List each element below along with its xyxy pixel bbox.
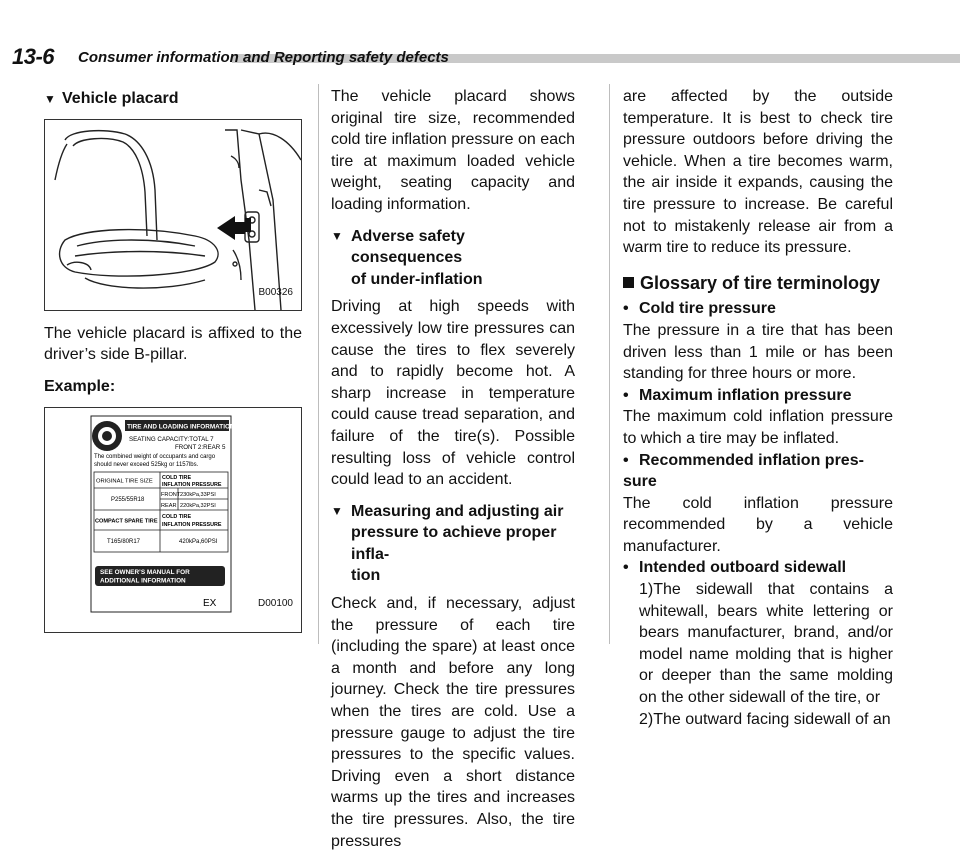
column-divider-2	[609, 84, 610, 644]
placard-figure	[44, 407, 302, 633]
svg-text:COLD TIRE: COLD TIRE	[162, 475, 192, 482]
ex-label: EX	[203, 598, 217, 610]
svg-text:INFLATION PRESSURE: INFLATION PRESSURE	[162, 522, 222, 529]
def-cold-tire-pressure: The pressure in a tire that has been driven less than 1 mile or has been standing for three hours or more.	[623, 321, 893, 383]
square-bullet-icon	[623, 277, 634, 288]
spare-label: COMPACT SPARE TIRE	[95, 518, 158, 525]
temperature-text: are affected by the outside temperature. It is best to check tire pressure outdoors before driving the vehicle. When a tire becomes warm, the air inside it expands, causing the tire pressure to increase. Be careful not to mistakenly release air from a warm tire to reduce its pressure.	[623, 88, 893, 257]
column-1	[44, 84, 302, 633]
tire-icon	[92, 421, 122, 451]
svg-text:REAR: REAR	[161, 503, 177, 510]
svg-text:COLD TIRE: COLD TIRE	[162, 514, 192, 521]
original-tire-size-label: ORIGINAL TIRE SIZE	[96, 478, 153, 485]
see-manual-line-2: ADDITIONAL INFORMATION	[100, 577, 186, 585]
figure1-code: B00326	[258, 287, 293, 298]
triangle-bullet-icon: ▼	[331, 503, 343, 518]
spare-pressure-value: 420kPa,60PSI	[179, 539, 218, 546]
b-pillar-figure	[44, 119, 302, 311]
figure2-code: D00100	[257, 597, 293, 609]
rear-pressure-value: 220kPa,32PSI	[180, 503, 216, 510]
svg-text:INFLATION PRESSURE: INFLATION PRESSURE	[162, 482, 222, 489]
seating-line-2: FRONT 2:REAR 5	[175, 444, 226, 452]
measuring-heading: ▼ Measuring and adjusting air pressure to achieve proper infla- tion	[331, 501, 575, 587]
vehicle-placard-heading: ▼ Vehicle placard	[44, 88, 302, 111]
term-maximum-inflation-pressure: • Maximum inflation pressure	[623, 385, 893, 407]
term-cold-tire-pressure: • Cold tire pressure	[623, 298, 893, 320]
svg-text:FRONT: FRONT	[161, 492, 181, 499]
seating-line-1: SEATING CAPACITY:TOTAL 7	[129, 436, 214, 444]
bullet-icon: •	[623, 300, 629, 318]
tire-size-value: P255/55R18	[111, 497, 145, 504]
triangle-bullet-icon: ▼	[44, 92, 56, 106]
section-title: Consumer information and Reporting safety defects	[78, 49, 449, 66]
def-maximum-inflation-pressure: The maximum cold inflation pressure to which a tire may be inflated.	[623, 408, 893, 447]
weight-line-1: The combined weight of occupants and cargo	[94, 454, 216, 461]
bullet-icon: •	[623, 386, 629, 404]
under-inflation-heading: ▼ Adverse safety consequences of under-inflation	[331, 226, 575, 291]
example-label: Example:	[44, 377, 116, 395]
def-recommended-inflation-pressure: The cold inflation pressure recommended by a vehicle manufacturer.	[623, 494, 893, 555]
triangle-bullet-icon: ▼	[331, 228, 343, 243]
placard-description: The vehicle placard shows original tire size, recommended cold tire inflation pressure on each tire at maximum loaded vehicle weight, seating capacity and loading information.	[331, 88, 575, 213]
page-header	[12, 44, 960, 76]
front-pressure-value: 230kPa,33PSI	[180, 492, 216, 499]
term-recommended-inflation-pressure: • Recommended inflation pres- sure	[623, 451, 864, 491]
see-manual-line-1: SEE OWNER’S MANUAL FOR	[100, 569, 190, 577]
bullet-icon: •	[623, 559, 629, 577]
measuring-text: Check and, if necessary, adjust the pressure of each tire (including the spare) at least once a month and before any long journey. Check the tire pressures when the tires are cold. Use a pressure gauge to adjust the tire pressures to the specific values. Driving even a short distance warms up the tires and increases the tire pressures. Also, the tire pressures	[331, 595, 575, 850]
def-outboard-sidewall-1: 1)The sidewall that contains a whitewall, bears white lettering or bears manufacturer, brand, and/or model name molding that is higher or deeper than the same molding on the other sidewall of the tire, or	[639, 581, 893, 707]
page-number: 13-6	[12, 44, 55, 69]
placard-title: TIRE AND LOADING INFORMATION	[127, 423, 235, 431]
spare-size-value: T165/80R17	[107, 539, 141, 546]
column-2	[331, 84, 575, 852]
bullet-icon: •	[623, 451, 629, 469]
glossary-heading: Glossary of tire terminology	[623, 273, 893, 295]
def-outboard-sidewall-2: 2)The outward facing sidewall of an	[639, 710, 891, 728]
under-inflation-text: Driving at high speeds with excessively low tire pressures can cause the tires to flex severely and to rapidly become hot. A sharp increase in temperature could cause tread separation, and failure of the tire(s). Possible resulting loss of vehicle control could lead to an accident.	[331, 298, 575, 489]
column-3	[623, 84, 893, 730]
term-intended-outboard-sidewall: • Intended outboard sidewall	[623, 557, 893, 579]
weight-line-2: should never exceed 525kg or 1157lbs.	[94, 462, 199, 469]
column-divider-1	[318, 84, 319, 644]
placard-location-text: The vehicle placard is affixed to the driver’s side B-pillar.	[44, 324, 302, 364]
